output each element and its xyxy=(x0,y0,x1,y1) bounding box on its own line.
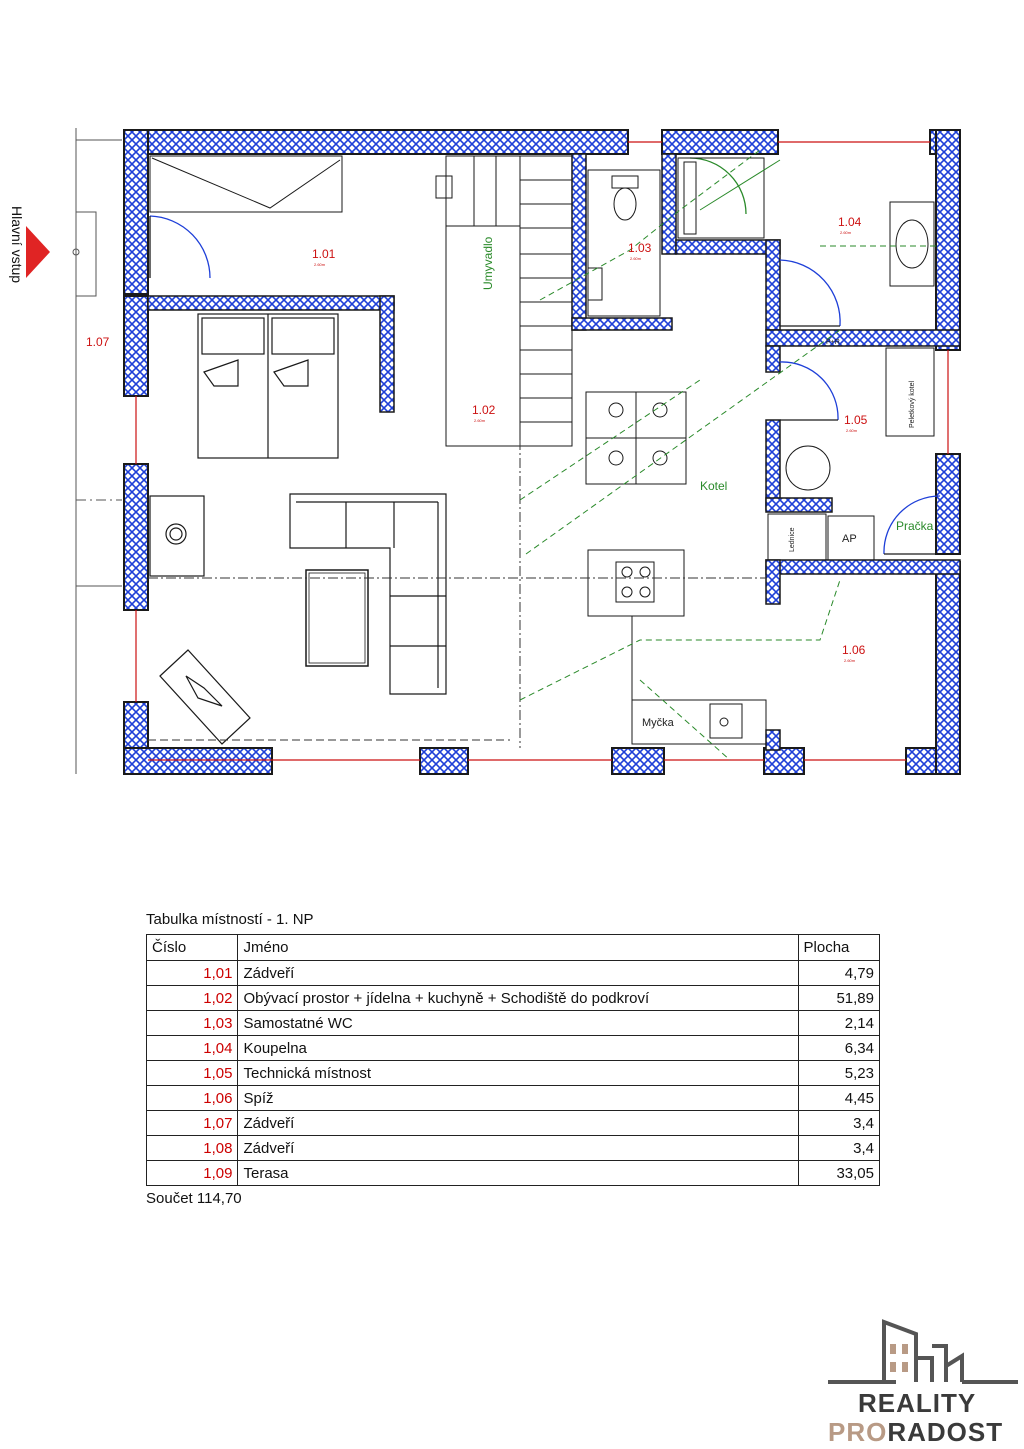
room-height-1-01: 2.60m xyxy=(314,262,326,267)
label-mycka: Myčka xyxy=(642,717,674,729)
coffee-table xyxy=(306,570,368,666)
cell-number: 1,07 xyxy=(147,1111,238,1136)
table-row xyxy=(147,1036,880,1061)
wardrobe xyxy=(150,156,342,212)
room-height-1-05: 2.60m xyxy=(846,428,858,433)
header-number: Číslo xyxy=(147,935,238,961)
cell-number: 1,02 xyxy=(147,986,238,1011)
table-row xyxy=(147,961,880,986)
room-table xyxy=(146,934,880,1186)
label-ap: AP xyxy=(842,533,857,545)
room-label-1-06: 1.06 xyxy=(842,643,866,657)
cell-number: 1,09 xyxy=(147,1161,238,1186)
room-height-1-02: 2.60m xyxy=(474,418,486,423)
cell-number: 1,05 xyxy=(147,1061,238,1086)
cell-area: 2,14 xyxy=(798,1011,879,1036)
cell-name: Zádveří xyxy=(238,961,798,986)
cell-area: 3,4 xyxy=(798,1136,879,1161)
room-label-1-03: 1.03 xyxy=(628,241,652,255)
table-row xyxy=(147,1136,880,1161)
label-lednice: Lednice xyxy=(789,527,796,552)
cell-name: Obývací prostor + jídelna + kuchyně + Schodiště do podkroví xyxy=(238,986,798,1011)
cell-name: Koupelna xyxy=(238,1036,798,1061)
cell-area: 5,23 xyxy=(798,1061,879,1086)
label-umyvadlo: Umyvadlo xyxy=(481,236,495,290)
exterior-walls xyxy=(124,130,960,774)
entrance-marker xyxy=(26,226,50,278)
room-label-1-01: 1.01 xyxy=(312,247,336,261)
annotation-lines xyxy=(148,150,936,760)
room-height-1-06: 2.60m xyxy=(844,658,856,663)
room-label-1-05: 1.05 xyxy=(844,413,868,427)
label-pracka: Pračka xyxy=(896,519,934,533)
cell-area: 6,34 xyxy=(798,1036,879,1061)
table-row xyxy=(147,1111,880,1136)
label-peletkovy-kotel: Peletkový kotel xyxy=(909,380,916,428)
cell-name: Zádveří xyxy=(238,1111,798,1136)
cell-number: 1,06 xyxy=(147,1086,238,1111)
bed xyxy=(198,314,338,458)
armchair xyxy=(160,650,250,744)
room-height-1-04: 2.60m xyxy=(840,230,852,235)
cell-area: 4,45 xyxy=(798,1086,879,1111)
cell-number: 1,01 xyxy=(147,961,238,986)
room-height-1-03: 2.60m xyxy=(630,256,642,261)
table-caption: Tabulka místností - 1. NP xyxy=(146,911,314,928)
header-name: Jméno xyxy=(238,935,798,961)
label-pr: P+R xyxy=(826,339,840,346)
table-header-row xyxy=(147,935,880,961)
cell-name: Terasa xyxy=(238,1161,798,1186)
label-kotel: Kotel xyxy=(700,479,728,493)
cell-number: 1,03 xyxy=(147,1011,238,1036)
interior-walls xyxy=(148,154,960,750)
logo-text-proradost xyxy=(828,1417,1003,1448)
entrance-label: Hlavní vstup xyxy=(9,206,25,284)
cell-area: 4,79 xyxy=(798,961,879,986)
cell-name: Zádveří xyxy=(238,1136,798,1161)
table-sum: Součet 114,70 xyxy=(146,1190,242,1207)
cell-area: 33,05 xyxy=(798,1161,879,1186)
logo-building-icon xyxy=(822,1318,1022,1388)
table-row xyxy=(147,1161,880,1186)
company-logo xyxy=(822,1318,1022,1448)
cell-name: Samostatné WC xyxy=(238,1011,798,1036)
cell-area: 3,4 xyxy=(798,1111,879,1136)
dining-set xyxy=(586,392,686,484)
table-row xyxy=(147,1086,880,1111)
header-area: Plocha xyxy=(798,935,879,961)
room-labels xyxy=(86,215,868,663)
fixture-labels xyxy=(481,236,934,729)
table-row xyxy=(147,1011,880,1036)
logo-text-radost: RADOST xyxy=(887,1417,1004,1447)
room-table-block xyxy=(146,910,881,1207)
room-label-1-02: 1.02 xyxy=(472,403,496,417)
logo-text-reality: REALITY xyxy=(858,1388,977,1418)
staircase xyxy=(436,156,572,446)
room-label-1-07: 1.07 xyxy=(86,335,110,349)
room-label-1-04: 1.04 xyxy=(838,215,862,229)
cell-area: 51,89 xyxy=(798,986,879,1011)
stove xyxy=(150,496,204,576)
table-row xyxy=(147,1061,880,1086)
cell-name: Spíž xyxy=(238,1086,798,1111)
cell-number: 1,04 xyxy=(147,1036,238,1061)
logo-text-pro: PRO xyxy=(828,1417,888,1447)
terrace-lines xyxy=(73,128,122,774)
cell-name: Technická místnost xyxy=(238,1061,798,1086)
table-row xyxy=(147,986,880,1011)
kitchen-island xyxy=(588,550,684,616)
cell-number: 1,08 xyxy=(147,1136,238,1161)
